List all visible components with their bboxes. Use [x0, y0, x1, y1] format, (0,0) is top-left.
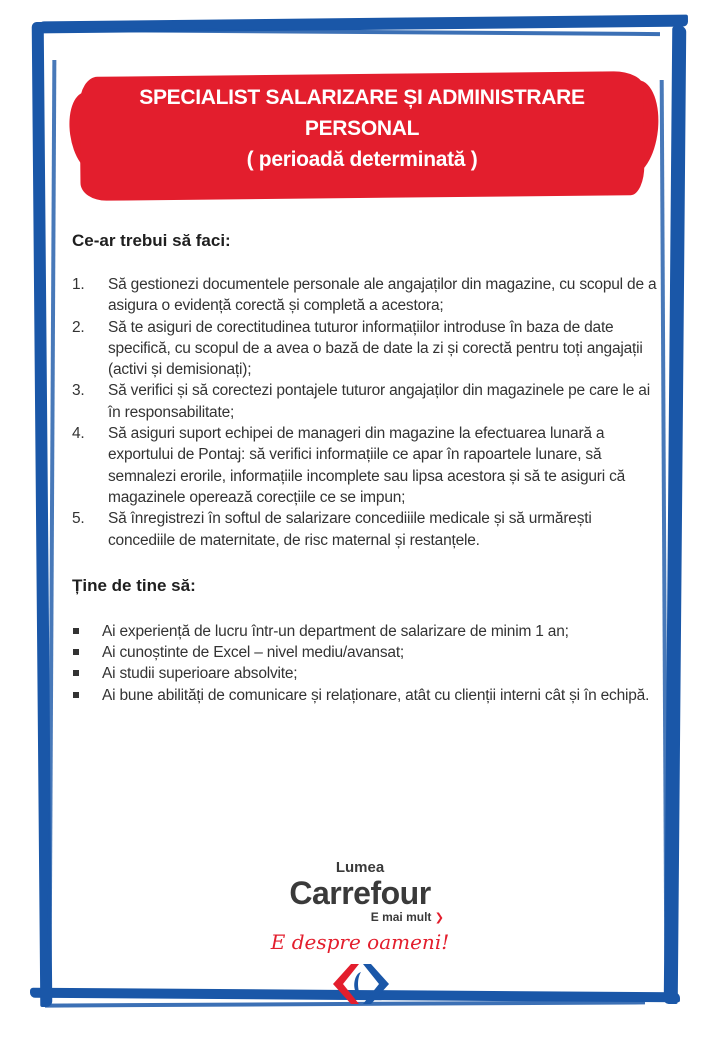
- duty-number: 5.: [72, 510, 85, 528]
- requirement-text: Ai studii superioare absolvite;: [102, 665, 298, 683]
- duty-text: Să te asiguri de corectitudinea tuturor informațiilor introduse în baza de date specifică, cu scopul de a avea o bază de date la zi și corectă pentru toți angajații (activi și demisionați);: [108, 318, 643, 379]
- requirement-item: [72, 663, 662, 684]
- duty-item: [72, 317, 662, 381]
- frame-top-stroke: [60, 28, 660, 36]
- requirement-item: [72, 685, 662, 706]
- duty-item: [72, 274, 662, 317]
- requirements-list: [72, 621, 662, 706]
- requirements-section: [72, 573, 662, 706]
- job-description: [72, 228, 662, 706]
- square-bullet-icon: [73, 628, 79, 634]
- logo-lumea: Lumea: [335, 859, 385, 876]
- chevron-right-icon: ❯: [434, 912, 444, 924]
- duty-text: Să gestionezi documentele personale ale angajaților din magazine, cu scopul de a asigura o evidență corectă și completă a acestora;: [108, 276, 657, 315]
- carrefour-logo-icon: [329, 960, 393, 1008]
- requirement-text: Ai bune abilități de comunicare și relaționare, atât cu clienții interni cât și în echipă.: [102, 686, 650, 704]
- requirement-text: Ai cunoștinte de Excel – nivel mediu/avansat;: [102, 644, 405, 662]
- logo-tagline: [250, 910, 470, 925]
- duty-text: Să verifici și să corectezi pontajele tuturor angajaților din magazinele pe care le ai în responsabilitate;: [108, 382, 650, 421]
- frame-left-stroke: [48, 60, 57, 960]
- logo-slogan: E despre oameni!: [270, 930, 450, 954]
- duty-item: [72, 508, 662, 551]
- duty-number: 4.: [72, 425, 85, 443]
- square-bullet-icon: [73, 649, 79, 655]
- duty-number: 2.: [72, 318, 85, 336]
- duty-text: Să asiguri suport echipei de manageri din magazine la efectuarea lunară a exportului de Pontaj: să verifici informațiile ce apar în rapoartele lunare, să semnalezi erorile, informațiile incomplete sau lipsa acestora și să te asiguri că magazinele operează corecțiile ce se impun;: [108, 425, 626, 506]
- duty-item: [72, 380, 662, 423]
- duty-text: Să înregistrezi în softul de salarizare concediiile medicale și să urmărești concediile de maternitate, de risc maternal și restanțele.: [108, 510, 592, 549]
- logo-carrefour: Carrefour: [289, 875, 431, 911]
- requirement-item: [72, 621, 662, 642]
- requirements-heading: Ține de tine să:: [72, 575, 196, 595]
- square-bullet-icon: [73, 670, 79, 676]
- duties-heading: Ce-ar trebui să faci:: [72, 231, 231, 250]
- square-bullet-icon: [73, 692, 79, 698]
- duties-list: [72, 274, 662, 551]
- requirement-text: Ai experiență de lucru într-un department de salarizare de minim 1 an;: [102, 622, 569, 640]
- requirement-item: [72, 642, 662, 663]
- logo-tagline-text: E mai mult: [370, 910, 432, 924]
- job-title-line-2: PERSONAL: [304, 117, 420, 140]
- duty-number: 1.: [72, 276, 85, 293]
- job-title: [80, 82, 644, 175]
- duty-item: [72, 423, 662, 508]
- lumea-carrefour-logo: [250, 860, 470, 955]
- job-title-line-3: ( perioadă determinată ): [246, 148, 478, 171]
- job-title-line-1: SPECIALIST SALARIZARE ȘI ADMINISTRARE: [139, 86, 585, 109]
- duty-number: 3.: [72, 382, 85, 400]
